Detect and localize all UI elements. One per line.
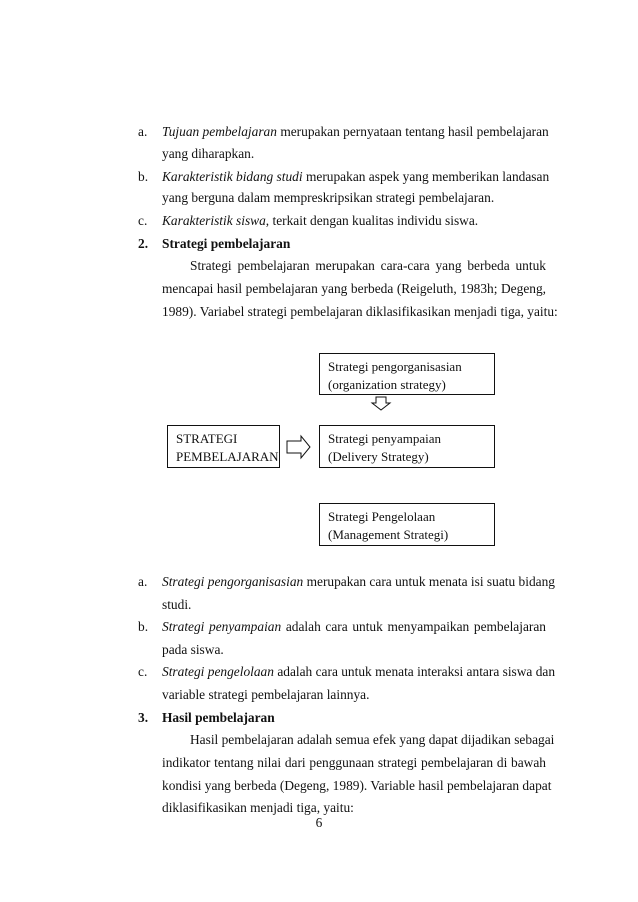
list-label: c.: [138, 213, 148, 228]
list-label: a.: [138, 574, 148, 589]
section-heading: Hasil pembelajaran: [162, 710, 275, 725]
list-item-desc: merupakan cara untuk menata isi suatu bidang: [306, 574, 555, 589]
section-number: 2.: [138, 236, 149, 251]
paragraph-line: kondisi yang berbeda (Degeng, 1989). Variable hasil pembelajaran dapat: [162, 778, 552, 793]
paragraph-line: indikator tentang nilai dari penggunaan strategi pembelajaran di bawah: [162, 755, 546, 770]
box-line: Strategi pengorganisasian: [328, 359, 462, 374]
list-item-continuation: studi.: [162, 597, 192, 612]
page-number: 6: [315, 815, 323, 830]
list-item-term: Tujuan pembelajaran: [162, 124, 277, 139]
list-item-text: [162, 664, 556, 680]
paragraph-line: mencapai hasil pembelajaran yang berbeda (Reigeluth, 1983h; Degeng,: [162, 281, 546, 296]
list-item-term: Strategi pengelolaan: [162, 664, 274, 679]
paragraph-line: Strategi pembelajaran merupakan cara-cara yang berbeda untuk: [190, 258, 546, 273]
list-item-continuation: yang berguna dalam mempreskripsikan strategi pembelajaran.: [162, 190, 495, 205]
list-label: b.: [138, 619, 149, 634]
box-line: STRATEGI: [176, 431, 238, 446]
list-item-term: Karakteristik siswa: [162, 213, 266, 228]
list-item-continuation: variable strategi pembelajaran lainnya.: [162, 687, 370, 702]
list-item-term: Strategi penyampaian: [162, 619, 282, 634]
list-item-desc: adalah cara untuk menyampaikan pembelajaran: [285, 619, 546, 634]
list-item-term: Strategi pengorganisasian: [162, 574, 304, 589]
section-number: 3.: [138, 710, 149, 725]
section-heading: Strategi pembelajaran: [162, 236, 291, 251]
list-item-desc: merupakan aspek yang memberikan landasan: [305, 169, 550, 184]
list-item-desc: adalah cara untuk menata interaksi antara siswa dan: [277, 664, 556, 679]
box-line: (organization strategy): [328, 377, 446, 392]
list-item-continuation: pada siswa.: [162, 642, 224, 657]
paragraph-line: 1989). Variabel strategi pembelajaran diklasifikasikan menjadi tiga, yaitu:: [162, 304, 558, 319]
list-item-desc: merupakan pernyataan tentang hasil pembelajaran: [280, 124, 549, 139]
list-item-desc: , terkait dengan kualitas individu siswa.: [265, 213, 479, 228]
list-label: c.: [138, 664, 148, 679]
list-item-continuation: yang diharapkan.: [162, 146, 255, 161]
arrow-down-icon: [372, 397, 390, 410]
paragraph-line: Hasil pembelajaran adalah semua efek yang dapat dijadikan sebagai: [190, 732, 555, 747]
box-line: Strategi penyampaian: [328, 431, 441, 446]
list-item-term: Karakteristik bidang studi: [162, 169, 303, 184]
box-line: PEMBELAJARAN: [176, 449, 279, 464]
list-label: b.: [138, 169, 149, 184]
box-line: (Delivery Strategy): [328, 449, 429, 464]
box-line: (Management Strategi): [328, 527, 449, 542]
arrow-right-icon: [287, 436, 310, 458]
list-label: a.: [138, 124, 148, 139]
list-item-text: [162, 619, 546, 635]
paragraph-line: diklasifikasikan menjadi tiga, yaitu:: [162, 800, 354, 815]
box-line: Strategi Pengelolaan: [328, 509, 436, 524]
list-item-text: [162, 574, 555, 590]
